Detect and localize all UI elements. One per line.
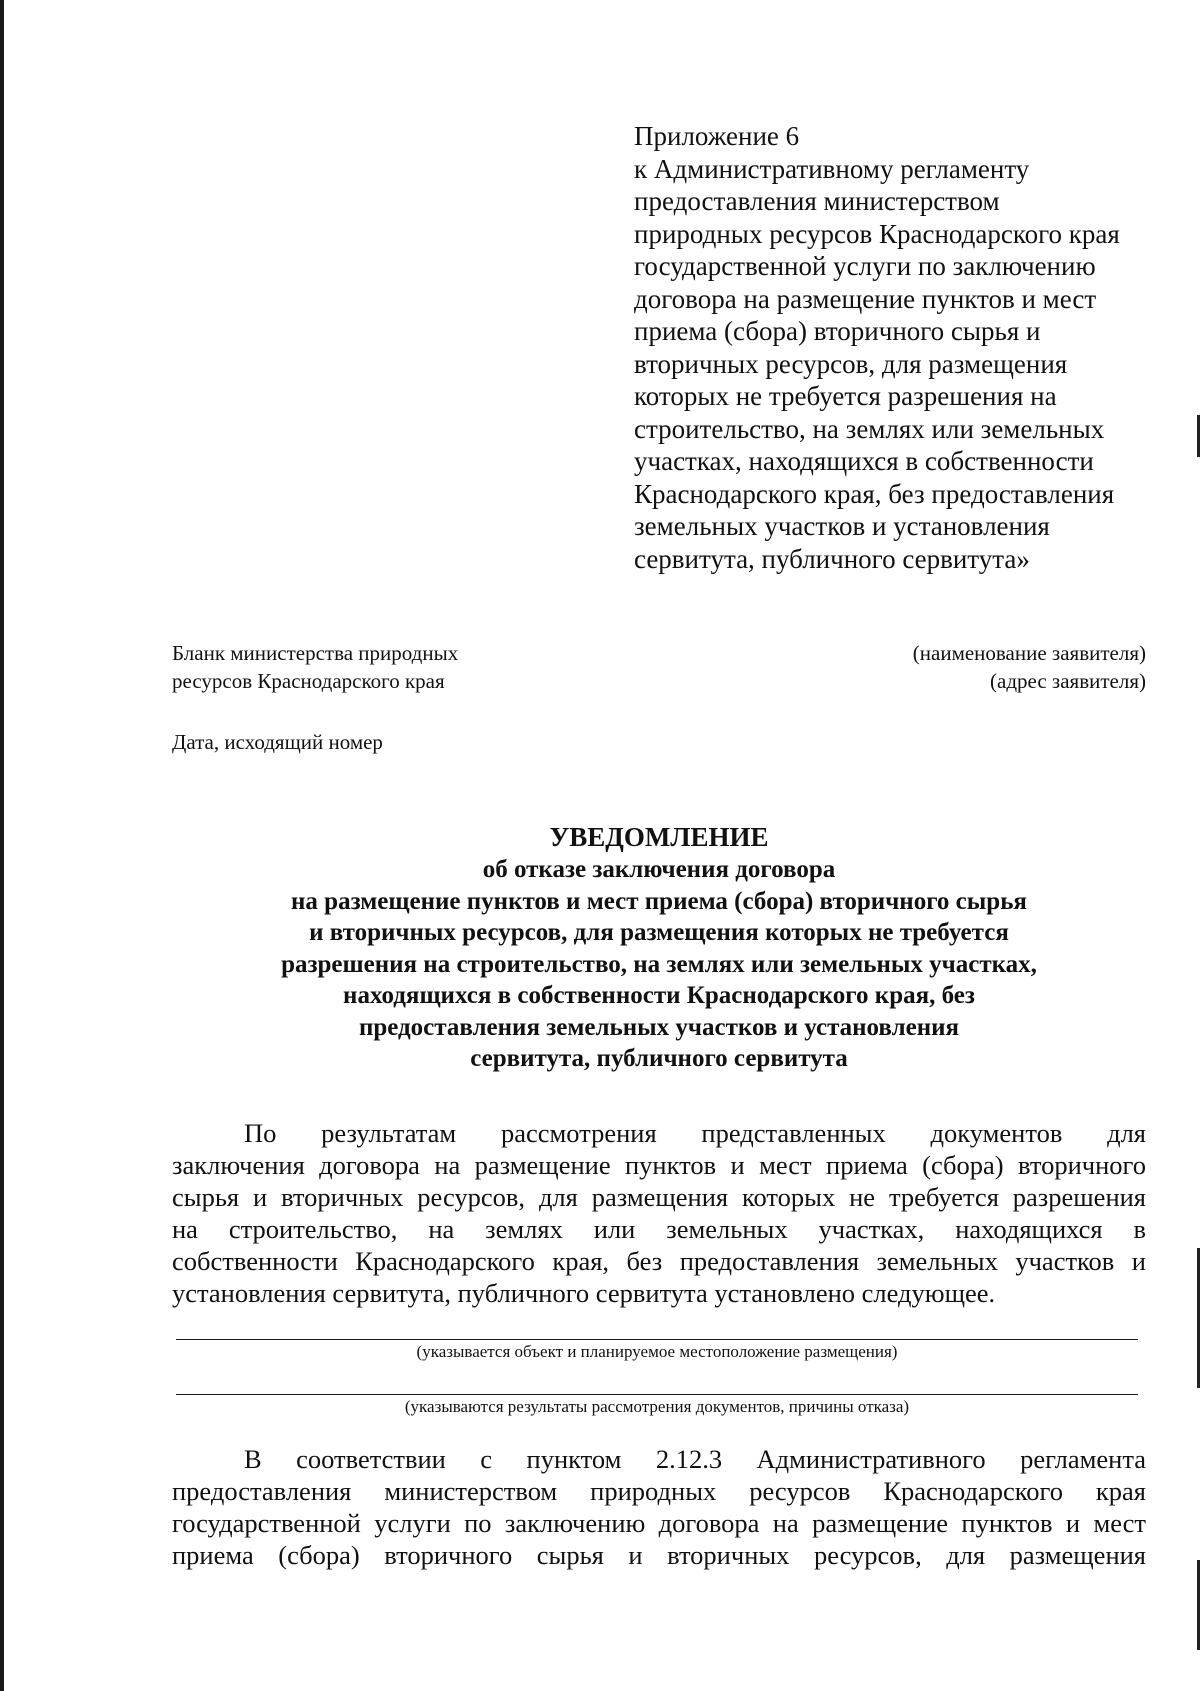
refusal-reasons-field[interactable]: [176, 1394, 1138, 1418]
paragraph-line: сырья и вторичных ресурсов, для размещения которых не требуется разрешения: [172, 1182, 1146, 1212]
fill-in-line[interactable]: [176, 1394, 1138, 1395]
body-paragraph-results: [172, 1117, 1146, 1309]
appendix-line: природных ресурсов Краснодарского края: [634, 218, 1120, 249]
notice-title-line: сервитута, публичного сервитута: [470, 1045, 848, 1072]
paragraph-line: на строительство, на землях или земельных участках, находящихся в: [172, 1214, 1146, 1244]
paragraph-line: предоставления министерством природных ресурсов Краснодарского края: [172, 1476, 1146, 1506]
applicant-block: [913, 639, 1146, 695]
appendix-line: Краснодарского края, без предоставления: [634, 478, 1115, 509]
ministry-letterhead: [172, 639, 458, 695]
appendix-line: к Административному регламенту: [634, 153, 1030, 184]
notice-heading: УВЕДОМЛЕНИЕ: [549, 822, 769, 852]
paragraph-line: По результатам рассмотрения представленных документов для: [244, 1118, 1146, 1148]
appendix-line: договора на размещение пунктов и мест: [634, 283, 1097, 314]
applicant-address-placeholder: (адрес заявителя): [990, 669, 1146, 693]
applicant-name-placeholder: (наименование заявителя): [912, 641, 1146, 665]
notice-title-line: об отказе заключения договора: [482, 856, 836, 883]
appendix-line: строительство, на землях или земельных: [634, 413, 1105, 444]
paragraph-line: приема (сбора) вторичного сырья и вторичных ресурсов, для размещения: [172, 1540, 1146, 1570]
notice-title-block: [172, 820, 1146, 1075]
notice-title-line: и вторичных ресурсов, для размещения которых не требуется: [309, 919, 1009, 946]
appendix-line: которых не требуется разрешения на: [634, 381, 1057, 411]
appendix-line: вторичных ресурсов, для размещения: [634, 348, 1068, 379]
appendix-block: [634, 120, 1174, 575]
paragraph-line: установления сервитута, публичного сервитута установлено следующее.: [172, 1278, 996, 1308]
paragraph-line: государственной услуги по заключению договора на размещение пунктов и мест: [172, 1508, 1146, 1538]
object-location-field[interactable]: [176, 1339, 1138, 1363]
notice-title-line: на размещение пунктов и мест приема (сбора) вторичного сырья: [291, 887, 1027, 915]
appendix-line: сервитута, публичного сервитута»: [634, 543, 1030, 574]
appendix-line: участках, находящихся в собственности: [634, 446, 1094, 476]
appendix-line: Приложение 6: [634, 121, 800, 151]
fill-in-line[interactable]: [176, 1339, 1138, 1340]
body-paragraph-regulation: [172, 1443, 1146, 1571]
paragraph-line: В соответствии с пунктом 2.12.3 Административного регламента: [244, 1444, 1146, 1474]
refusal-reasons-caption: (указываются результаты рассмотрения документов, причины отказа): [404, 1397, 910, 1416]
notice-title-line: находящихся в собственности Краснодарского края, без: [343, 982, 975, 1009]
appendix-line: приема (сбора) вторичного сырья и: [634, 316, 1041, 346]
paragraph-line: собственности Краснодарского края, без предоставления земельных участков и: [172, 1246, 1146, 1276]
letterhead-line: Бланк министерства природных: [172, 641, 459, 665]
notice-title-line: разрешения на строительство, на землях или земельных участках,: [281, 950, 1037, 978]
paragraph-line: заключения договора на размещение пунктов и мест приема (сбора) вторичного: [172, 1150, 1146, 1180]
appendix-line: земельных участков и установления: [634, 511, 1050, 541]
date-outgoing-number: Дата, исходящий номер: [172, 730, 383, 754]
letterhead-line: ресурсов Краснодарского края: [172, 669, 445, 693]
scan-edge-left: [0, 0, 4, 1691]
object-location-caption: (указывается объект и планируемое местоположение размещения): [416, 1342, 898, 1361]
appendix-line: государственной услуги по заключению: [634, 251, 1096, 281]
notice-title-line: предоставления земельных участков и установления: [358, 1013, 960, 1041]
appendix-line: предоставления министерством: [634, 186, 1000, 216]
